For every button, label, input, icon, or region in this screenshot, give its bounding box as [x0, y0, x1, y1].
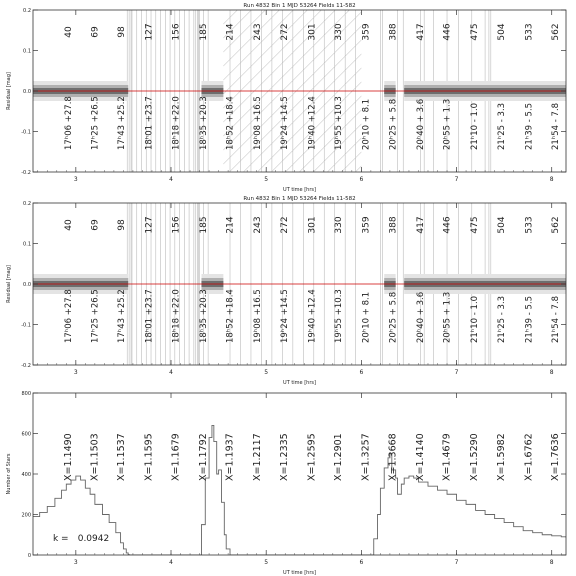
- ra-dec-label: 21ʰ10 - 1.0: [470, 102, 481, 150]
- field-label: 243: [253, 23, 264, 41]
- field-label: 388: [388, 216, 399, 234]
- field-label: 533: [524, 216, 535, 234]
- airmass-label: X=1.2117: [252, 433, 264, 481]
- field-label: 214: [225, 23, 236, 41]
- x-tick-label: 6: [359, 176, 364, 183]
- x-tick-label: 7: [454, 559, 459, 566]
- ra-dec-label: 17ʰ43 +25.2: [117, 96, 128, 150]
- y-tick-label: 0.2: [23, 8, 31, 14]
- ra-dec-label: 17ʰ06 +27.8: [63, 96, 74, 150]
- airmass-label: X=1.1937: [224, 433, 236, 481]
- airmass-label: X=1.1503: [89, 433, 101, 481]
- airmass-label: X=1.1537: [116, 433, 128, 481]
- x-tick-label: 5: [264, 176, 269, 183]
- y-tick-label: 400: [21, 472, 31, 478]
- ra-dec-label: 19ʰ24 +14.5: [279, 96, 290, 150]
- panel-title: Run 4832 Bin 1 MJD 53264 Fields 11-582: [243, 3, 356, 9]
- x-tick-label: 8: [549, 559, 554, 566]
- field-label: 127: [144, 23, 155, 41]
- panel-title: Run 4832 Bin 1 MJD 53264 Fields 11-582: [243, 196, 356, 202]
- x-axis-label: UT time [hrs]: [283, 570, 316, 576]
- airmass-label: X=1.2901: [333, 433, 345, 481]
- y-axis-label: Number of Stars: [6, 453, 12, 495]
- airmass-label: X=1.1595: [143, 433, 155, 481]
- y-tick-label: 0.1: [23, 48, 31, 55]
- ra-dec-label: 20ʰ40 + 3.6: [415, 291, 426, 343]
- airmass-label: X=1.3257: [360, 433, 372, 481]
- x-tick-label: 4: [169, 176, 173, 183]
- x-tick-label: 3: [73, 369, 78, 376]
- airmass-label: X=1.2335: [278, 433, 290, 481]
- field-label: 388: [388, 23, 399, 41]
- ra-dec-label: 18ʰ35 +20.3: [198, 289, 209, 343]
- y-tick-label: -0.2: [21, 363, 31, 369]
- ra-dec-label: 19ʰ40 +12.4: [307, 289, 318, 343]
- field-label: 185: [198, 216, 209, 234]
- field-label: 417: [415, 23, 426, 41]
- x-tick-label: 8: [549, 176, 554, 183]
- ra-dec-label: 21ʰ54 - 7.8: [551, 102, 562, 150]
- ra-dec-label: 20ʰ55 + 1.3: [442, 98, 453, 150]
- field-label: 475: [470, 23, 481, 41]
- ra-dec-label: 19ʰ55 +10.3: [334, 96, 345, 150]
- ra-dec-label: 18ʰ52 +18.4: [225, 96, 236, 150]
- x-tick-label: 3: [73, 176, 78, 183]
- y-tick-label: -0.1: [21, 129, 31, 136]
- field-label: 475: [470, 216, 481, 234]
- field-label: 562: [551, 23, 562, 41]
- field-label: 301: [307, 216, 318, 234]
- ra-dec-label: 18ʰ35 +20.3: [198, 96, 209, 150]
- field-label: 417: [415, 216, 426, 234]
- airmass-label: X=1.3668: [387, 433, 399, 481]
- residual-panel-middle: [6, 196, 566, 386]
- y-axis-label: Residual [mag]: [6, 72, 12, 110]
- ra-dec-label: 19ʰ55 +10.3: [334, 289, 345, 343]
- ra-dec-label: 21ʰ25 - 3.3: [496, 102, 507, 150]
- field-label: 330: [334, 23, 345, 41]
- field-label: 504: [496, 23, 507, 41]
- field-label: 69: [90, 26, 101, 38]
- field-label: 359: [361, 23, 372, 41]
- ra-dec-label: 18ʰ01 +23.7: [144, 289, 155, 343]
- field-label: 272: [279, 23, 290, 41]
- x-tick-label: 6: [359, 559, 364, 566]
- field-label: 156: [171, 216, 182, 234]
- ra-dec-label: 19ʰ08 +16.5: [253, 289, 264, 343]
- ra-dec-label: 18ʰ18 +22.0: [171, 289, 182, 343]
- x-tick-label: 3: [73, 559, 78, 566]
- ra-dec-label: 21ʰ25 - 3.3: [496, 295, 507, 343]
- field-label: 504: [496, 216, 507, 234]
- x-axis-label: UT time [hrs]: [283, 187, 316, 193]
- star-count-series: [33, 425, 566, 555]
- x-tick-label: 7: [454, 369, 459, 376]
- ra-dec-label: 21ʰ39 - 5.5: [524, 102, 535, 150]
- ra-dec-label: 17ʰ25 +26.5: [90, 96, 101, 150]
- x-tick-label: 4: [169, 559, 173, 566]
- ra-dec-label: 20ʰ25 + 5.8: [388, 98, 399, 150]
- field-label: 533: [524, 23, 535, 41]
- ra-dec-label: 20ʰ10 + 8.1: [361, 291, 372, 343]
- y-tick-label: 0: [27, 553, 31, 559]
- x-tick-label: 5: [264, 369, 269, 376]
- field-label: 446: [442, 23, 453, 41]
- field-label: 156: [171, 23, 182, 41]
- plot-area: [33, 10, 566, 172]
- y-axis-label: Residual [mag]: [6, 265, 12, 303]
- ra-dec-label: 17ʰ43 +25.2: [117, 289, 128, 343]
- ra-dec-label: 20ʰ55 + 1.3: [442, 291, 453, 343]
- star-count-panel: [6, 391, 566, 576]
- plot-frame: [33, 393, 566, 555]
- plot-area: [33, 425, 566, 555]
- field-label: 562: [551, 216, 562, 234]
- field-label: 359: [361, 216, 372, 234]
- y-tick-label: 0.2: [23, 201, 31, 207]
- airmass-label: X=1.1490: [62, 433, 74, 481]
- ra-dec-label: 20ʰ40 + 3.6: [415, 98, 426, 150]
- ra-dec-label: 17ʰ25 +26.5: [90, 289, 101, 343]
- field-label: 98: [117, 219, 128, 231]
- field-label: 69: [90, 219, 101, 231]
- y-tick-label: 0.0: [23, 282, 31, 288]
- y-tick-label: 200: [21, 512, 31, 519]
- ra-dec-label: 18ʰ18 +22.0: [171, 96, 182, 150]
- ra-dec-label: 20ʰ25 + 5.8: [388, 291, 399, 343]
- ra-dec-label: 21ʰ39 - 5.5: [524, 295, 535, 343]
- airmass-label: X=1.1679: [170, 433, 182, 481]
- y-tick-label: 0.1: [23, 241, 31, 248]
- k-label: k =: [52, 533, 69, 544]
- y-tick-label: 600: [21, 431, 31, 438]
- ra-dec-label: 19ʰ08 +16.5: [253, 96, 264, 150]
- field-label: 40: [63, 26, 74, 38]
- x-tick-label: 8: [549, 369, 554, 376]
- ra-dec-label: 19ʰ24 +14.5: [279, 289, 290, 343]
- field-label: 214: [225, 216, 236, 234]
- field-label: 272: [279, 216, 290, 234]
- field-label: 40: [63, 219, 74, 231]
- x-tick-label: 6: [359, 369, 364, 376]
- ra-dec-label: 20ʰ10 + 8.1: [361, 98, 372, 150]
- ra-dec-label: 21ʰ10 - 1.0: [470, 295, 481, 343]
- residual-panel-top: [6, 3, 566, 193]
- field-label: 98: [117, 26, 128, 38]
- field-label: 243: [253, 216, 264, 234]
- field-label: 185: [198, 23, 209, 41]
- plot-area: [33, 203, 566, 365]
- airmass-label: X=1.1792: [197, 433, 209, 481]
- ra-dec-label: 18ʰ52 +18.4: [225, 289, 236, 343]
- x-tick-label: 5: [264, 559, 269, 566]
- ra-dec-label: 19ʰ40 +12.4: [307, 96, 318, 150]
- x-tick-label: 4: [169, 369, 173, 376]
- y-tick-label: 800: [21, 391, 31, 397]
- ra-dec-label: 18ʰ01 +23.7: [144, 96, 155, 150]
- airmass-label: X=1.4140: [414, 433, 426, 481]
- airmass-label: X=1.6762: [523, 433, 535, 481]
- y-tick-label: 0.0: [23, 89, 31, 95]
- k-value: 0.0942: [77, 533, 110, 544]
- field-label: 301: [307, 23, 318, 41]
- y-tick-label: -0.2: [21, 170, 31, 176]
- field-label: 127: [144, 216, 155, 234]
- x-tick-label: 7: [454, 176, 459, 183]
- x-axis-label: UT time [hrs]: [283, 380, 316, 386]
- airmass-label: X=1.2595: [306, 433, 318, 481]
- ra-dec-label: 17ʰ06 +27.8: [63, 289, 74, 343]
- ra-dec-label: 21ʰ54 - 7.8: [551, 295, 562, 343]
- airmass-label: X=1.7636: [550, 433, 562, 481]
- y-tick-label: -0.1: [21, 322, 31, 329]
- field-label: 446: [442, 216, 453, 234]
- airmass-label: X=1.4679: [441, 433, 453, 481]
- field-label: 330: [334, 216, 345, 234]
- airmass-label: X=1.5982: [495, 433, 507, 481]
- airmass-label: X=1.5290: [469, 433, 481, 481]
